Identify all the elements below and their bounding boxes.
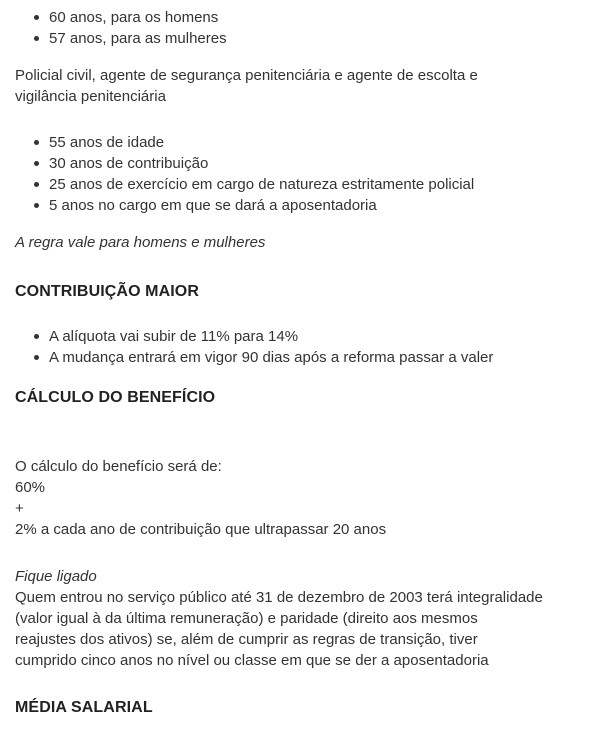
rule-note-text: A regra vale para homens e mulheres	[15, 234, 266, 251]
benefit-calculation	[15, 456, 585, 540]
contribution-heading: CONTRIBUIÇÃO MAIOR	[15, 283, 200, 300]
list-item: 55 anos de idade	[0, 132, 600, 153]
list-item: 57 anos, para as mulheres	[0, 28, 600, 49]
paragraph-line: reajustes dos ativos) se, além de cumprir as regras de transição, tiver	[15, 631, 478, 648]
rule-note	[15, 232, 585, 253]
calculation-line: 2% a cada ano de contribuição que ultrapassar 20 anos	[15, 521, 387, 538]
age-list	[0, 7, 600, 49]
benefit-heading: CÁLCULO DO BENEFÍCIO	[15, 389, 216, 406]
list-item: A mudança entrará em vigor 90 dias após a reforma passar a valer	[0, 347, 600, 368]
attention-title: Fique ligado	[15, 568, 97, 585]
list-item: 25 anos de exercício em cargo de natureza estritamente policial	[0, 174, 600, 195]
paragraph-line: Quem entrou no serviço público até 31 de dezembro de 2003 terá integralidade	[15, 589, 543, 606]
police-category-paragraph	[15, 65, 585, 107]
list-item: 5 anos no cargo em que se dará a aposentadoria	[0, 195, 600, 216]
list-item: 30 anos de contribuição	[0, 153, 600, 174]
list-item: 60 anos, para os homens	[0, 7, 600, 28]
salary-heading: MÉDIA SALARIAL	[15, 699, 153, 716]
calculation-line: +	[15, 500, 24, 517]
police-requirements-list	[0, 132, 600, 216]
calculation-line: 60%	[15, 479, 46, 496]
paragraph-line: vigilância penitenciária	[15, 88, 166, 105]
calculation-line: O cálculo do benefício será de:	[15, 458, 222, 475]
paragraph-line: (valor igual à da última remuneração) e paridade (direito aos mesmos	[15, 610, 478, 627]
list-item: A alíquota vai subir de 11% para 14%	[0, 326, 600, 347]
contribution-list	[0, 326, 600, 368]
paragraph-line: Policial civil, agente de segurança penitenciária e agente de escolta e	[15, 67, 478, 84]
attention-paragraph	[15, 566, 585, 671]
paragraph-line: cumprido cinco anos no nível ou classe em que se der a aposentadoria	[15, 652, 489, 669]
